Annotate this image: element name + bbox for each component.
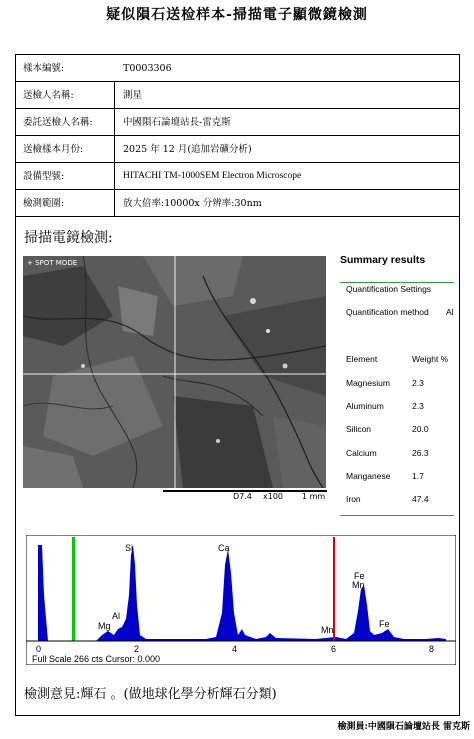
summary-title: Summary results	[340, 254, 426, 266]
eds-spectrum-plot	[26, 535, 456, 665]
row-value: 放大倍率:10000x 分辨率:30nm	[123, 198, 262, 209]
spectrum-footer: Full Scale 266 cts Cursor: 0.000	[32, 654, 161, 664]
eds-spectrum	[26, 535, 456, 665]
report-frame	[15, 54, 460, 716]
peak-label-fe-2: Fe	[379, 619, 390, 629]
quantification-method-value: Al	[446, 307, 454, 317]
inspector-signature: 檢測員:中國隕石論壇站長 雷克斯	[337, 722, 470, 732]
peak-label-mg: Mg	[98, 621, 111, 631]
scale-magnification: x100	[263, 492, 284, 501]
element-weight: 2.3	[412, 401, 424, 411]
row-label: 委託送檢人名稱:	[23, 117, 93, 128]
row-label: 設備型號:	[23, 171, 65, 182]
sem-image	[23, 256, 326, 488]
x-tick: 8	[429, 644, 435, 654]
spot-mode-label: + SPOT MODE	[27, 259, 78, 267]
peak-label-al: Al	[112, 611, 121, 621]
info-row-sample-id	[16, 55, 459, 82]
info-row-submitter	[16, 82, 459, 109]
green-marker	[72, 537, 75, 641]
element-name: Aluminum	[346, 401, 384, 411]
row-value: T0003306	[123, 63, 172, 74]
row-value: 2025 年 12 月(追加岩礦分析)	[123, 144, 252, 155]
element-weight: 2.3	[412, 378, 424, 388]
weight-header: Weight %	[412, 354, 449, 364]
element-weight: 26.3	[412, 448, 429, 458]
scale-length: 1 mm	[302, 492, 326, 501]
info-row-client	[16, 109, 459, 136]
x-tick: 0	[36, 644, 42, 654]
x-tick: 4	[232, 644, 238, 654]
peak-label-si: Si	[125, 543, 134, 553]
row-value: 中國隕石論壇站長-雷克斯	[123, 117, 231, 128]
x-tick: 2	[134, 644, 140, 654]
element-header: Element	[346, 354, 378, 364]
peak-label-fe: Fe	[354, 571, 365, 581]
row-label: 檢測範圍:	[23, 198, 65, 209]
element-name: Calcium	[346, 448, 377, 458]
row-label: 送檢樣本月份:	[23, 144, 84, 155]
info-row-month	[16, 136, 459, 163]
element-weight: 20.0	[412, 424, 429, 434]
element-weight: 1.7	[412, 471, 424, 481]
element-name: Magnesium	[346, 378, 390, 388]
quantification-settings: Quantification Settings	[346, 284, 432, 294]
sem-scalebar	[163, 488, 327, 504]
document-title: 疑似隕石送检样本-掃描電子顯微鏡檢測	[106, 7, 368, 23]
conclusion-text: 檢測意見:輝石 。(做地球化學分析輝石分類)	[24, 687, 277, 702]
quantification-method-label: Quantification method	[346, 307, 429, 317]
info-row-device	[16, 163, 459, 190]
element-name: Silicon	[346, 424, 372, 434]
element-name: Iron	[346, 494, 361, 504]
sem-micrograph	[23, 256, 326, 488]
sem-section-title: 掃描電鏡檢測:	[24, 230, 113, 246]
peak-label-mn: Mn	[352, 580, 365, 590]
row-label: 樣本編號:	[23, 63, 65, 74]
row-value: 測星	[123, 90, 143, 101]
peak-label-mn-2: Mn	[321, 625, 334, 635]
row-value: HITACHI TM-1000SEM Electron Microscope	[123, 171, 302, 181]
scale-d-value: D7.4	[233, 492, 252, 501]
row-label: 送檢人名稱:	[23, 90, 74, 101]
info-row-range	[16, 190, 459, 217]
element-weight: 47.4	[412, 494, 429, 504]
peak-label-ca: Ca	[218, 543, 230, 553]
x-tick: 6	[331, 644, 337, 654]
element-name: Manganese	[346, 471, 391, 481]
